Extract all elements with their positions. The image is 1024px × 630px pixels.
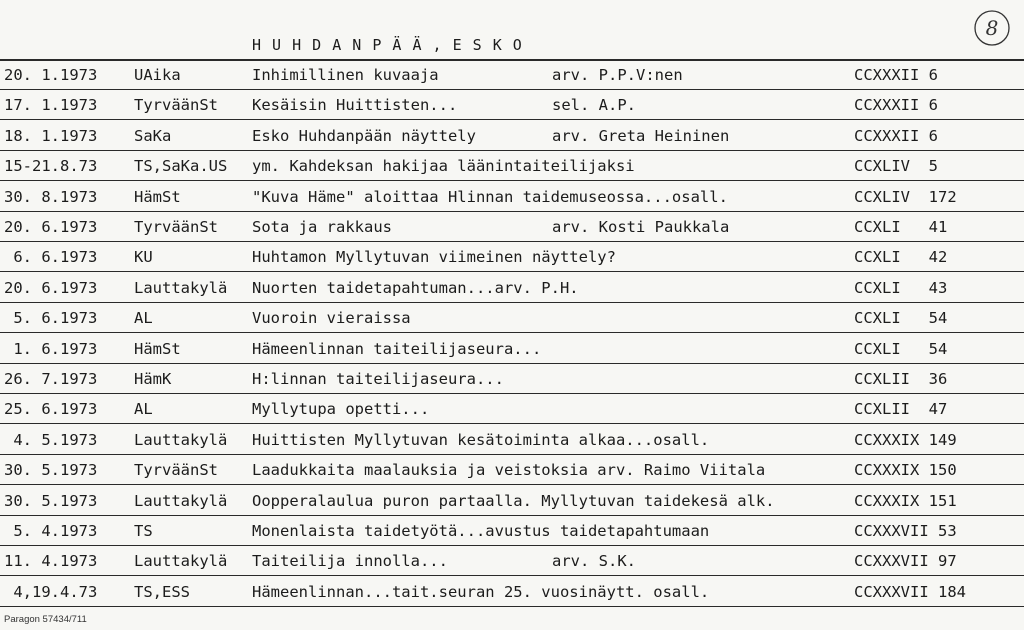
entry-date: 4. 5.1973 (4, 430, 98, 449)
list-item (0, 368, 1024, 390)
row-divider (0, 150, 1024, 151)
row-divider (0, 363, 1024, 364)
card-heading: H U H D A N P Ä Ä , E S K O (252, 36, 523, 54)
list-item (0, 246, 1024, 268)
entry-reference: CCXXXIX 149 (854, 430, 957, 449)
entry-source: TyrväänSt (134, 218, 218, 236)
row-divider (0, 393, 1024, 394)
entry-reference: CCXLIV 5 (854, 157, 938, 176)
entry-reference: CCXLII 47 (854, 400, 948, 419)
entry-source: TS (134, 522, 153, 540)
entry-reference: CCXLI 54 (854, 309, 948, 328)
list-item (0, 398, 1024, 420)
row-divider (0, 515, 1024, 516)
row-divider (0, 606, 1024, 607)
entry-date: 15-21.8.73 (4, 157, 98, 176)
entry-source: HämSt (134, 187, 181, 206)
entry-date: 30. 5.1973 (4, 461, 98, 480)
entry-reference: CCXXXII 6 (854, 126, 938, 145)
row-divider (0, 332, 1024, 333)
list-item (0, 490, 1024, 512)
row-divider (0, 241, 1024, 242)
entry-date: 20. 6.1973 (4, 218, 98, 236)
entry-date: 20. 6.1973 (4, 278, 98, 297)
entry-reference: CCXXXII 6 (854, 96, 938, 115)
entry-date: 25. 6.1973 (4, 400, 98, 419)
entry-date: 30. 8.1973 (4, 187, 98, 206)
entry-reference: CCXLII 36 (854, 370, 948, 388)
entry-source: Lauttakylä (134, 552, 228, 571)
entry-title: Kesäisin Huittisten... (252, 96, 458, 115)
row-divider (0, 302, 1024, 303)
row-divider (0, 454, 1024, 455)
row-divider (0, 211, 1024, 212)
entry-reference: CCXXXIX 150 (854, 461, 957, 480)
entry-title: Myllytupa opetti... (252, 400, 430, 419)
entry-title: Laadukkaita maalauksia ja veistoksia arv. Raimo Viitala (252, 461, 766, 480)
row-divider (0, 484, 1024, 485)
entry-source: AL (134, 400, 153, 419)
entry-date: 17. 1.1973 (4, 96, 98, 115)
entry-source: UAika (134, 66, 181, 84)
list-item (0, 216, 1024, 238)
entry-reviewer: sel. A.P. (552, 96, 636, 115)
list-item (0, 186, 1024, 208)
entry-title: ym. Kahdeksan hakijaa läänintaiteilijaksi (252, 157, 635, 176)
list-item (0, 64, 1024, 86)
entry-source: KU (134, 248, 153, 267)
entry-title: Inhimillinen kuvaaja (252, 66, 439, 84)
printer-mark: Paragon 57434/711 (4, 614, 87, 625)
entry-source: TyrväänSt (134, 96, 218, 115)
row-divider (0, 575, 1024, 576)
entry-title: Sota ja rakkaus (252, 218, 392, 236)
entry-reference: CCXXXVII 97 (854, 552, 957, 571)
entry-title: Hämeenlinnan...tait.seuran 25. vuosinäytt. osall. (252, 582, 710, 601)
entry-date: 26. 7.1973 (4, 370, 98, 388)
entry-source: SaKa (134, 126, 172, 145)
entry-date: 18. 1.1973 (4, 126, 98, 145)
list-item (0, 307, 1024, 329)
list-item (0, 550, 1024, 572)
entry-source: AL (134, 309, 153, 328)
row-divider (0, 271, 1024, 272)
row-divider (0, 545, 1024, 546)
entry-reference: CCXLI 54 (854, 339, 948, 358)
list-item (0, 277, 1024, 299)
entry-reviewer: arv. Kosti Paukkala (552, 218, 730, 236)
list-item (0, 94, 1024, 116)
entry-title: Huittisten Myllytuvan kesätoiminta alkaa...osall. (252, 430, 710, 449)
entry-title: Huhtamon Myllytuvan viimeinen näyttely? (252, 248, 616, 267)
entry-title: Esko Huhdanpään näyttely (252, 126, 476, 145)
entry-reviewer: arv. Greta Heininen (552, 126, 730, 145)
entry-title: Oopperalaulua puron partaalla. Myllytuvan taidekesä alk. (252, 491, 775, 510)
entry-reviewer: arv. S.K. (552, 552, 636, 571)
row-divider (0, 180, 1024, 181)
entry-reference: CCXXXIX 151 (854, 491, 957, 510)
list-item (0, 125, 1024, 147)
entry-title: Monenlaista taidetyötä...avustus taidetapahtumaan (252, 522, 710, 540)
entry-source: HämSt (134, 339, 181, 358)
entry-title: Hämeenlinnan taiteilijaseura... (252, 339, 542, 358)
row-divider (0, 423, 1024, 424)
entry-reference: CCXLI 41 (854, 218, 948, 236)
entry-title: Nuorten taidetapahtuman...arv. P.H. (252, 278, 579, 297)
entry-source: Lauttakylä (134, 491, 228, 510)
entry-source: TS,SaKa.US (134, 157, 228, 176)
entry-title: H:linnan taiteilijaseura... (252, 370, 504, 388)
entry-date: 6. 6.1973 (4, 248, 98, 267)
list-item (0, 429, 1024, 451)
entry-date: 4,19.4.73 (4, 582, 98, 601)
entry-date: 20. 1.1973 (4, 66, 98, 84)
list-item (0, 581, 1024, 603)
circled-number-badge (972, 8, 1012, 48)
entry-reference: CCXXXII 6 (854, 66, 938, 84)
entry-reference: CCXXXVII 53 (854, 522, 957, 540)
entry-reference: CCXLI 42 (854, 248, 948, 267)
entry-source: HämK (134, 370, 172, 388)
entry-reviewer: arv. P.P.V:nen (552, 66, 683, 84)
row-divider (0, 119, 1024, 120)
entry-date: 11. 4.1973 (4, 552, 98, 571)
list-item (0, 520, 1024, 542)
entry-date: 5. 6.1973 (4, 309, 98, 328)
entry-source: Lauttakylä (134, 278, 228, 297)
entry-title: Taiteilija innolla... (252, 552, 448, 571)
entry-date: 30. 5.1973 (4, 491, 98, 510)
row-divider (0, 89, 1024, 90)
badge-number: 8 (985, 16, 999, 40)
entry-source: TyrväänSt (134, 461, 218, 480)
entry-source: TS,ESS (134, 582, 190, 601)
entry-source: Lauttakylä (134, 430, 228, 449)
entry-date: 5. 4.1973 (4, 522, 98, 540)
entry-date: 1. 6.1973 (4, 339, 98, 358)
entry-reference: CCXLI 43 (854, 278, 948, 297)
list-item (0, 338, 1024, 360)
entry-title: Vuoroin vieraissa (252, 309, 411, 328)
heading-rule (0, 59, 1024, 61)
entry-reference: CCXXXVII 184 (854, 582, 966, 601)
list-item (0, 459, 1024, 481)
entry-title: "Kuva Häme" aloittaa Hlinnan taidemuseossa...osall. (252, 187, 728, 206)
entry-reference: CCXLIV 172 (854, 187, 957, 206)
list-item (0, 155, 1024, 177)
